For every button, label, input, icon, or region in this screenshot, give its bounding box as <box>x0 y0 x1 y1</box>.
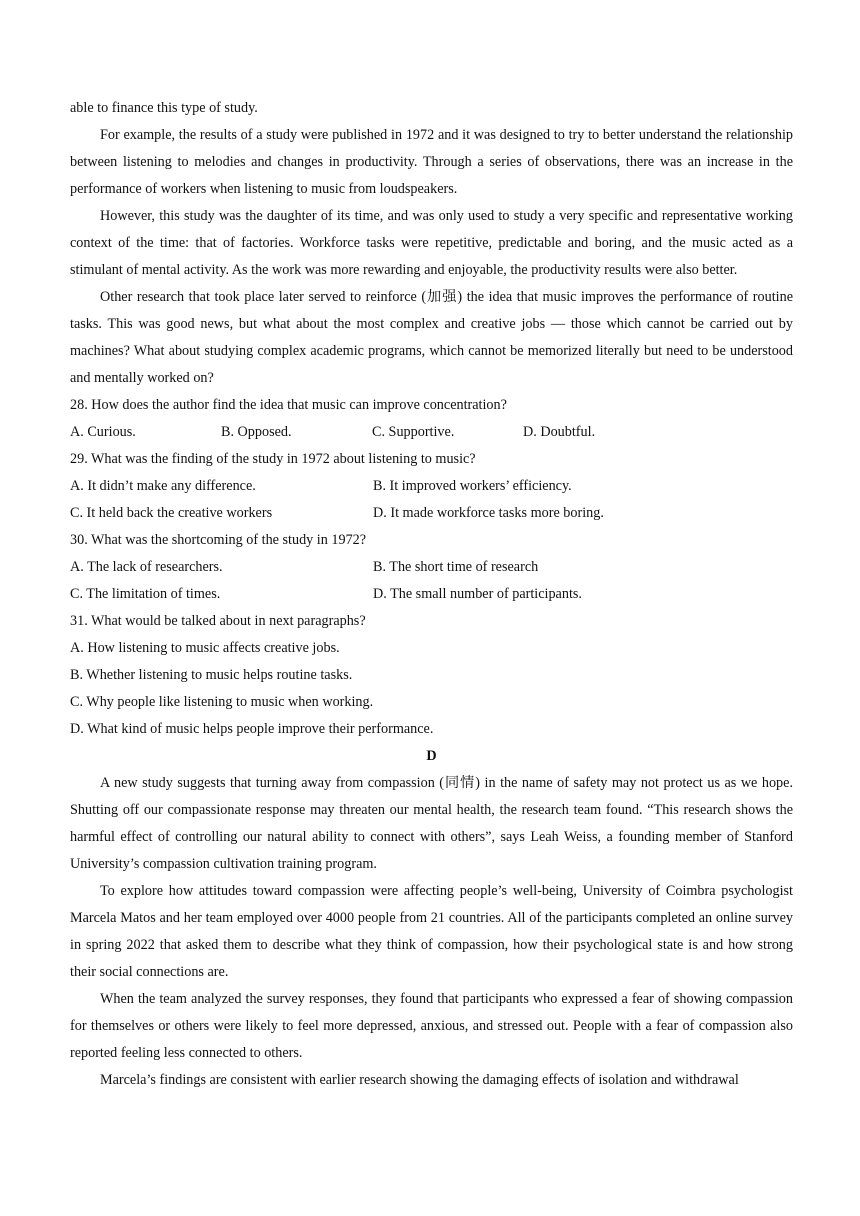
question-28-option-d: D. Doubtful. <box>523 424 596 440</box>
passage-d-paragraph-2: To explore how attitudes toward compassion were affecting people’s well-being, University of Coimbra psychologist Marcela Matos and her team employed over 4000 people from 21 countries. All of the participants completed an online survey in spring 2022 that asked them to describe what they think of compassion, how their psychological state is and how strong their social connections are. <box>70 883 793 980</box>
question-31-option-c: C. Why people like listening to music when working. <box>70 694 374 710</box>
passage-d-paragraph-4: Marcela’s findings are consistent with earlier research showing the damaging effects of isolation and withdrawal <box>100 1072 739 1088</box>
question-31-stem: 31. What would be talked about in next paragraphs? <box>70 613 366 629</box>
passage-c-paragraph-3: Other research that took place later served to reinforce (加强) the idea that music improves the performance of routine tasks. This was good news, but what about the most complex and creative jobs — those which cannot be carried out by machines? What about studying complex academic programs, which cannot be memorized literally but need to be understood and mentally worked on? <box>70 289 793 386</box>
passage-c-paragraph-2: However, this study was the daughter of its time, and was only used to study a very specific and representative working context of the time: that of factories. Workforce tasks were repetitive, predictable and boring, and the music acted as a stimulant of mental activity. As the work was more rewarding and enjoyable, the productivity results were also better. <box>70 208 793 278</box>
passage-d-paragraph-1: A new study suggests that turning away from compassion (同情) in the name of safety may not protect us as we hope. Shutting off our compassionate response may threaten our mental health, the research team found. “This research shows the harmful effect of controlling our natural ability to connect with others”, says Leah Weiss, a founding member of Stanford University’s compassion cultivation training program. <box>70 775 793 872</box>
passage-d-paragraph-3: When the team analyzed the survey responses, they found that participants who expressed a fear of showing compassion for themselves or others were likely to feel more depressed, anxious, and stressed out. People with a fear of compassion also reported feeling less connected to others. <box>70 991 793 1061</box>
question-30-option-b: B. The short time of research <box>373 559 539 575</box>
question-29-option-a: A. It didn’t make any difference. <box>70 478 256 494</box>
question-30-options-row-2 <box>70 581 793 608</box>
question-30-option-a: A. The lack of researchers. <box>70 559 223 575</box>
question-30-stem: 30. What was the shortcoming of the study in 1972? <box>70 532 367 548</box>
question-31-option-d: D. What kind of music helps people improve their performance. <box>70 721 434 737</box>
question-31-option-b: B. Whether listening to music helps routine tasks. <box>70 667 353 683</box>
passage-c-continuation: able to finance this type of study. <box>70 100 258 116</box>
passage-c-paragraph-1: For example, the results of a study were published in 1972 and it was designed to try to better understand the relationship between listening to melodies and changes in productivity. Through a series of observations, there was an increase in the performance of workers when listening to music from loudspeakers. <box>70 127 793 197</box>
question-30-option-c: C. The limitation of times. <box>70 586 221 602</box>
question-28-options <box>70 419 793 446</box>
question-30-options-row-1 <box>70 554 793 581</box>
document-page <box>70 95 793 1094</box>
question-28-stem: 28. How does the author find the idea that music can improve concentration? <box>70 397 507 413</box>
question-29-options-row-1 <box>70 473 793 500</box>
question-29-option-d: D. It made workforce tasks more boring. <box>373 505 604 521</box>
question-29-stem: 29. What was the finding of the study in 1972 about listening to music? <box>70 451 476 467</box>
question-31-option-a: A. How listening to music affects creative jobs. <box>70 640 340 656</box>
passage-d-heading: D <box>426 748 437 764</box>
question-28-option-b: B. Opposed. <box>221 424 292 440</box>
question-28-option-a: A. Curious. <box>70 424 136 440</box>
question-30-option-d: D. The small number of participants. <box>373 586 582 602</box>
question-29-options-row-2 <box>70 500 793 527</box>
question-29-option-c: C. It held back the creative workers <box>70 505 273 521</box>
question-28-option-c: C. Supportive. <box>372 424 455 440</box>
question-29-option-b: B. It improved workers’ efficiency. <box>373 478 572 494</box>
